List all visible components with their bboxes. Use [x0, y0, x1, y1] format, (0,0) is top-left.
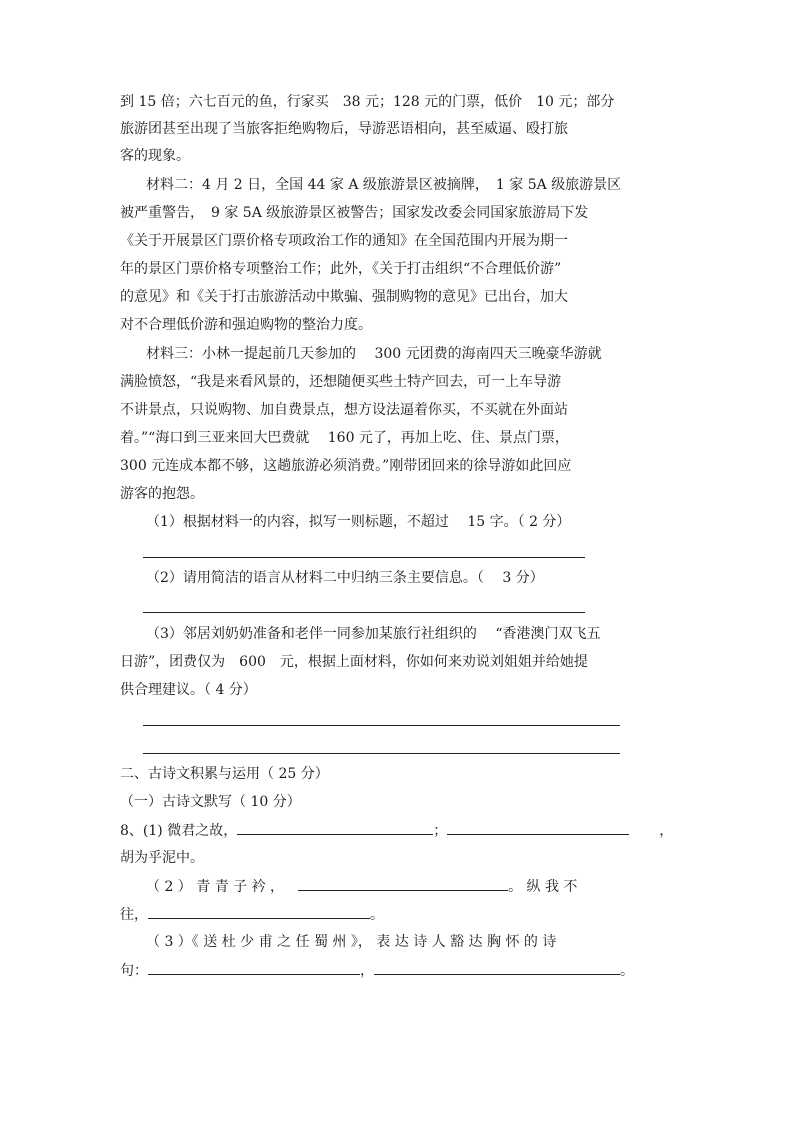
- answer-line-q1[interactable]: [143, 557, 585, 558]
- question-1: （1）根据材料一的内容，拟写一则标题，不超过 15 字。（ 2 分）: [146, 514, 571, 530]
- material2-line-4: 年的景区门票价格专项整治工作；此外，《关于打击组织“不合理低价游”: [120, 261, 562, 277]
- material2-line-3: 《关于开展景区门票价格专项政治工作的通知》在全国范围内开展为期一: [120, 233, 568, 249]
- section-2-title: 二、古诗文积累与运用（ 25 分）: [120, 766, 329, 782]
- blank-q8-1-b[interactable]: [447, 820, 629, 835]
- q8-3-period: 。: [620, 963, 634, 979]
- material2-line-1: 材料二：4 月 2 日，全国 44 家 A 级旅游景区被摘牌， 1 家 5A 级旅游景区: [146, 177, 622, 193]
- material1-line-1: 到 15 倍；六七百元的鱼，行家买 38 元；128 元的门票，低价 10 元；部分: [120, 94, 615, 110]
- q8-1-end: 胡为乎泥中。: [120, 850, 204, 866]
- material3-line-2: 满脸愤怒，“我是来看风景的，还想随便买些土特产回去，可一上车导游: [120, 374, 562, 390]
- question-2: （2）请用简洁的语言从材料二中归纳三条主要信息。（ 3 分）: [146, 570, 544, 586]
- material3-line-3: 不讲景点，只说购物、加自费景点，想方设法逼着你买，不买就在外面站: [120, 402, 568, 418]
- q8-2-prompt-b: 。 纵 我 不: [508, 879, 578, 895]
- q8-3-line-2: [120, 960, 634, 981]
- subsection-1-title: （一）古诗文默写（ 10 分）: [120, 794, 301, 810]
- material2-line-2: 被严重警告， 9 家 5A 级旅游景区被警告；国家发改委会同国家旅游局下发: [120, 205, 589, 221]
- blank-q8-3-b[interactable]: [374, 960, 620, 975]
- material1-line-2: 旅游团甚至出现了当旅客拒绝购物后，导游恶语相向，甚至威逼、殴打旅: [120, 121, 568, 137]
- q8-1-comma: ，: [659, 823, 674, 839]
- q8-2-period: 。: [370, 907, 384, 923]
- q8-1-line: [120, 820, 673, 841]
- blank-q8-1-a[interactable]: [237, 820, 433, 835]
- blank-q8-2-b[interactable]: [148, 904, 370, 919]
- q8-2-line: [146, 876, 577, 897]
- q8-2-line-2: [120, 904, 384, 925]
- q8-3-line: （ 3 ）《 送 杜 少 甫 之 任 蜀 州 》， 表 达 诗 人 豁 达 胸 怀 的 诗: [146, 934, 557, 950]
- material1-line-3: 客的现象。: [120, 148, 190, 164]
- q8-1-prompt: 8、(1) 微君之故，: [120, 823, 238, 839]
- question-3-line-3: 供合理建议。（ 4 分）: [120, 682, 257, 698]
- answer-line-q3-2[interactable]: [143, 753, 620, 754]
- q8-3-comma: ，: [360, 963, 374, 979]
- material3-line-1: 材料三：小林一提起前几天参加的 300 元团费的海南四天三晚豪华游就: [146, 346, 602, 362]
- material3-line-4: 着。”“海口到三亚来回大巴费就 160 元了，再加上吃、住、景点门票，: [120, 430, 569, 446]
- q8-2-prompt: （ 2 ） 青 青 子 衿 ，: [146, 879, 285, 895]
- material3-line-6: 游客的抱怨。: [120, 486, 204, 502]
- q8-2-prompt-c: 往，: [120, 907, 148, 923]
- answer-line-q3-1[interactable]: [143, 725, 620, 726]
- blank-q8-2-a[interactable]: [298, 876, 508, 891]
- question-3-line-2: 日游”，团费仅为 600 元，根据上面材料，你如何来劝说刘姐姐并给她提: [120, 654, 588, 670]
- blank-q8-3-a[interactable]: [148, 960, 360, 975]
- material3-line-5: 300 元连成本都不够，这趟旅游必须消费。”刚带团回来的徐导游如此回应: [120, 458, 572, 474]
- material2-line-5: 的意见》和《关于打击旅游活动中欺骗、强制购物的意见》已出台，加大: [120, 289, 568, 305]
- material2-line-6: 对不合理低价游和强迫购物的整治力度。: [120, 317, 372, 333]
- q8-1-semicolon: ；: [433, 823, 448, 839]
- answer-line-q2[interactable]: [143, 612, 585, 613]
- question-3-line-1: （3）邻居刘奶奶准备和老伴一同参加某旅行社组织的 “香港澳门双飞五: [146, 626, 601, 642]
- q8-3-prompt-b: 句：: [120, 963, 148, 979]
